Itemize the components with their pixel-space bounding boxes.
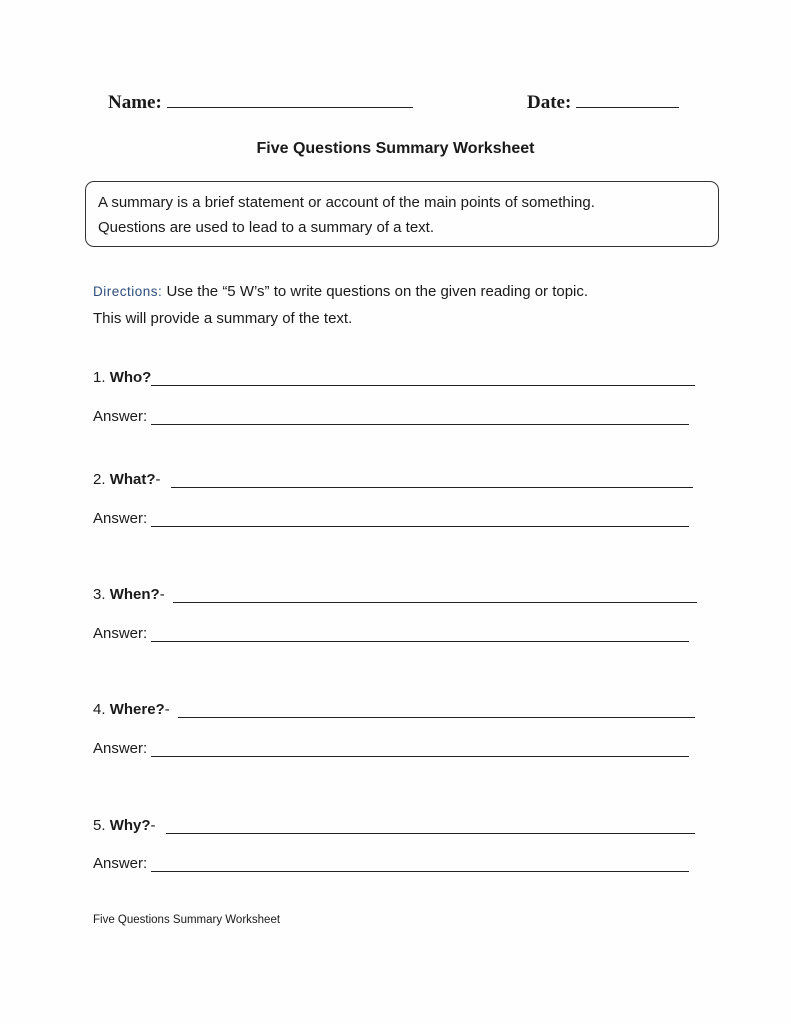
answer-4-line[interactable] <box>151 740 689 757</box>
definition-line-1: A summary is a brief statement or account of the main points of something. <box>98 194 595 211</box>
directions <box>93 278 713 332</box>
name-field[interactable] <box>108 92 413 114</box>
question-5-line[interactable] <box>166 817 695 834</box>
definition-box <box>85 181 719 247</box>
name-label: Name: <box>108 92 162 113</box>
footer-text: Five Questions Summary Worksheet <box>93 914 281 926</box>
date-label: Date: <box>527 92 572 113</box>
date-field[interactable] <box>527 92 679 114</box>
directions-text-2: This will provide a summary of the text. <box>93 310 353 327</box>
question-5: 5. Why? - <box>93 817 695 834</box>
question-3-line[interactable] <box>173 586 697 603</box>
answer-1: Answer: <box>93 408 689 425</box>
question-2-line[interactable] <box>171 471 693 488</box>
directions-text-1: Use the “5 W’s” to write questions on the given reading or topic. <box>166 283 589 300</box>
answer-5: Answer: <box>93 855 689 872</box>
question-3: 3. When? - <box>93 586 697 603</box>
answer-2-line[interactable] <box>151 510 689 527</box>
definition-line-2: Questions are used to lead to a summary of a text. <box>98 219 435 236</box>
answer-1-line[interactable] <box>151 408 689 425</box>
question-4: 4. Where? - <box>93 701 695 718</box>
question-4-line[interactable] <box>178 701 695 718</box>
answer-4: Answer: <box>93 740 689 757</box>
answer-3: Answer: <box>93 625 689 642</box>
question-1: 1. Who? <box>93 369 695 386</box>
answer-2: Answer: <box>93 510 689 527</box>
name-input-line[interactable] <box>167 107 413 108</box>
date-input-line[interactable] <box>576 107 679 108</box>
worksheet-title: Five Questions Summary Worksheet <box>256 140 535 157</box>
answer-3-line[interactable] <box>151 625 689 642</box>
directions-label: Directions: <box>93 284 163 299</box>
answer-5-line[interactable] <box>151 855 689 872</box>
question-2: 2. What? - <box>93 471 693 488</box>
question-1-line[interactable] <box>151 369 695 386</box>
